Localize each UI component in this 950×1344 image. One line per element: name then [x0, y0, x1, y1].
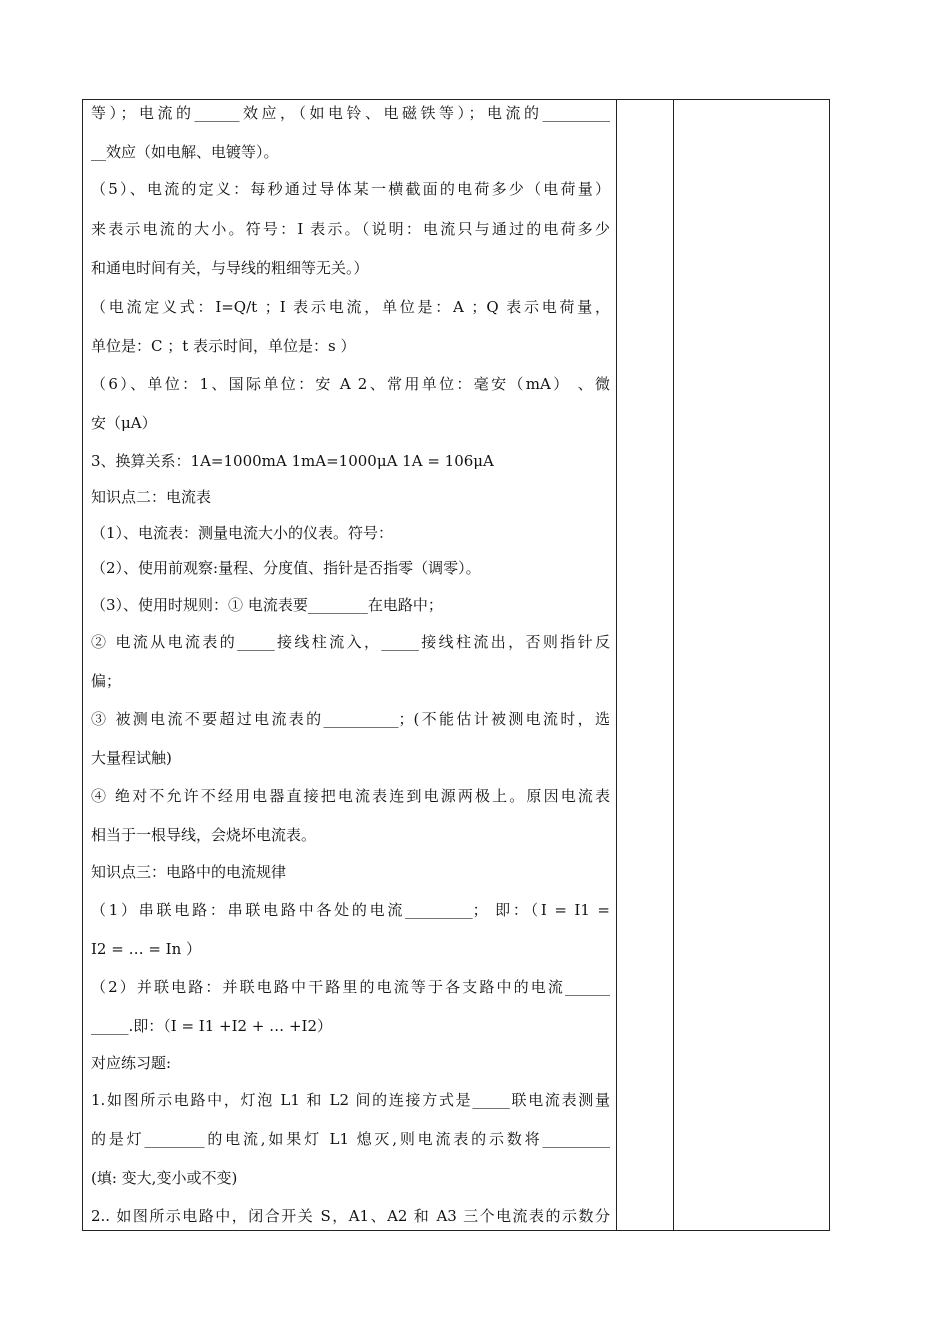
text-line-25: _____.即：（I = I1 +I2 + … +I2）	[91, 1017, 332, 1035]
text-line-14: （3）、使用时规则：① 电流表要________在电路中；	[91, 596, 443, 614]
worksheet-table	[82, 99, 830, 1231]
text-line-12: （1）、电流表：测量电流大小的仪表。符号：	[91, 524, 394, 542]
exercise-heading: 对应练习题:	[91, 1054, 172, 1072]
text-line-29: (填: 变大,变小或不变)	[91, 1169, 238, 1187]
text-line-5: 和通电时间有关，与导线的粗细等无关。）	[91, 259, 369, 277]
text-line-16: 偏；	[91, 672, 122, 690]
text-line-15: ② 电流从电流表的_____接线柱流入，_____接线柱流出，否则指针反	[91, 633, 610, 651]
text-line-7: 单位是：C ；t 表示时间，单位是：s ）	[91, 337, 356, 355]
text-line-9: 安（μA）	[91, 414, 157, 432]
table-row	[83, 100, 830, 1231]
text-line-23: I2 = … = In ）	[91, 940, 202, 958]
section-heading-2: 知识点二：电流表	[91, 488, 212, 506]
text-line-20: 相当于一根导线，会烧坏电流表。	[91, 826, 317, 844]
text-line-10: 3、换算关系：1A=1000mA 1mA=1000μA 1A = 106μA	[91, 452, 494, 470]
text-line-8: （6）、单位：1、国际单位：安 A 2、常用单位：毫安（mA） 、微	[91, 375, 610, 393]
text-line-6: （电流定义式：I=Q/t ；I 表示电流，单位是：A ；Q 表示电荷量，	[91, 298, 610, 316]
text-line-13: （2）、使用前观察:量程、分度值、指针是否指零（调零）。	[91, 559, 481, 577]
lesson-content	[83, 100, 616, 1230]
text-line-27: 1.如图所示电路中，灯泡 L1 和 L2 间的连接方式是_____联电流表测量	[91, 1091, 610, 1109]
text-line-28: 的是灯________的电流,如果灯 L1 熄灭,则电流表的示数将_________	[91, 1130, 610, 1148]
text-line-4: 来表示电流的大小。符号：I 表示。（说明：电流只与通过的电荷多少	[91, 220, 610, 238]
text-line-3: （5）、电流的定义：每秒通过导体某一横截面的电荷多少（电荷量）	[91, 180, 610, 198]
text-line-2: __效应（如电解、电镀等）。	[91, 143, 279, 161]
text-line-18: 大量程试触)	[91, 749, 172, 767]
middle-empty-cell	[617, 100, 674, 1231]
text-line-17: ③ 被测电流不要超过电流表的__________；(不能估计被测电流时，选	[91, 710, 610, 728]
text-line-1: 等）；电流的______效应，（如电铃、电磁铁等）；电流的_________	[91, 104, 610, 122]
section-heading-3: 知识点三：电路中的电流规律	[91, 863, 287, 881]
text-line-19: ④ 绝对不允许不经用电器直接把电流表连到电源两极上。原因电流表	[91, 787, 610, 805]
text-line-24: （2）并联电路：并联电路中干路里的电流等于各支路中的电流______	[91, 978, 610, 996]
text-line-22: （1）串联电路：串联电路中各处的电流_________； 即：（I = I1 =	[91, 901, 610, 919]
text-line-30: 2.. 如图所示电路中，闭合开关 S，A1、A2 和 A3 三个电流表的示数分	[91, 1207, 610, 1225]
right-empty-cell	[674, 100, 830, 1231]
main-content-cell	[83, 100, 617, 1231]
